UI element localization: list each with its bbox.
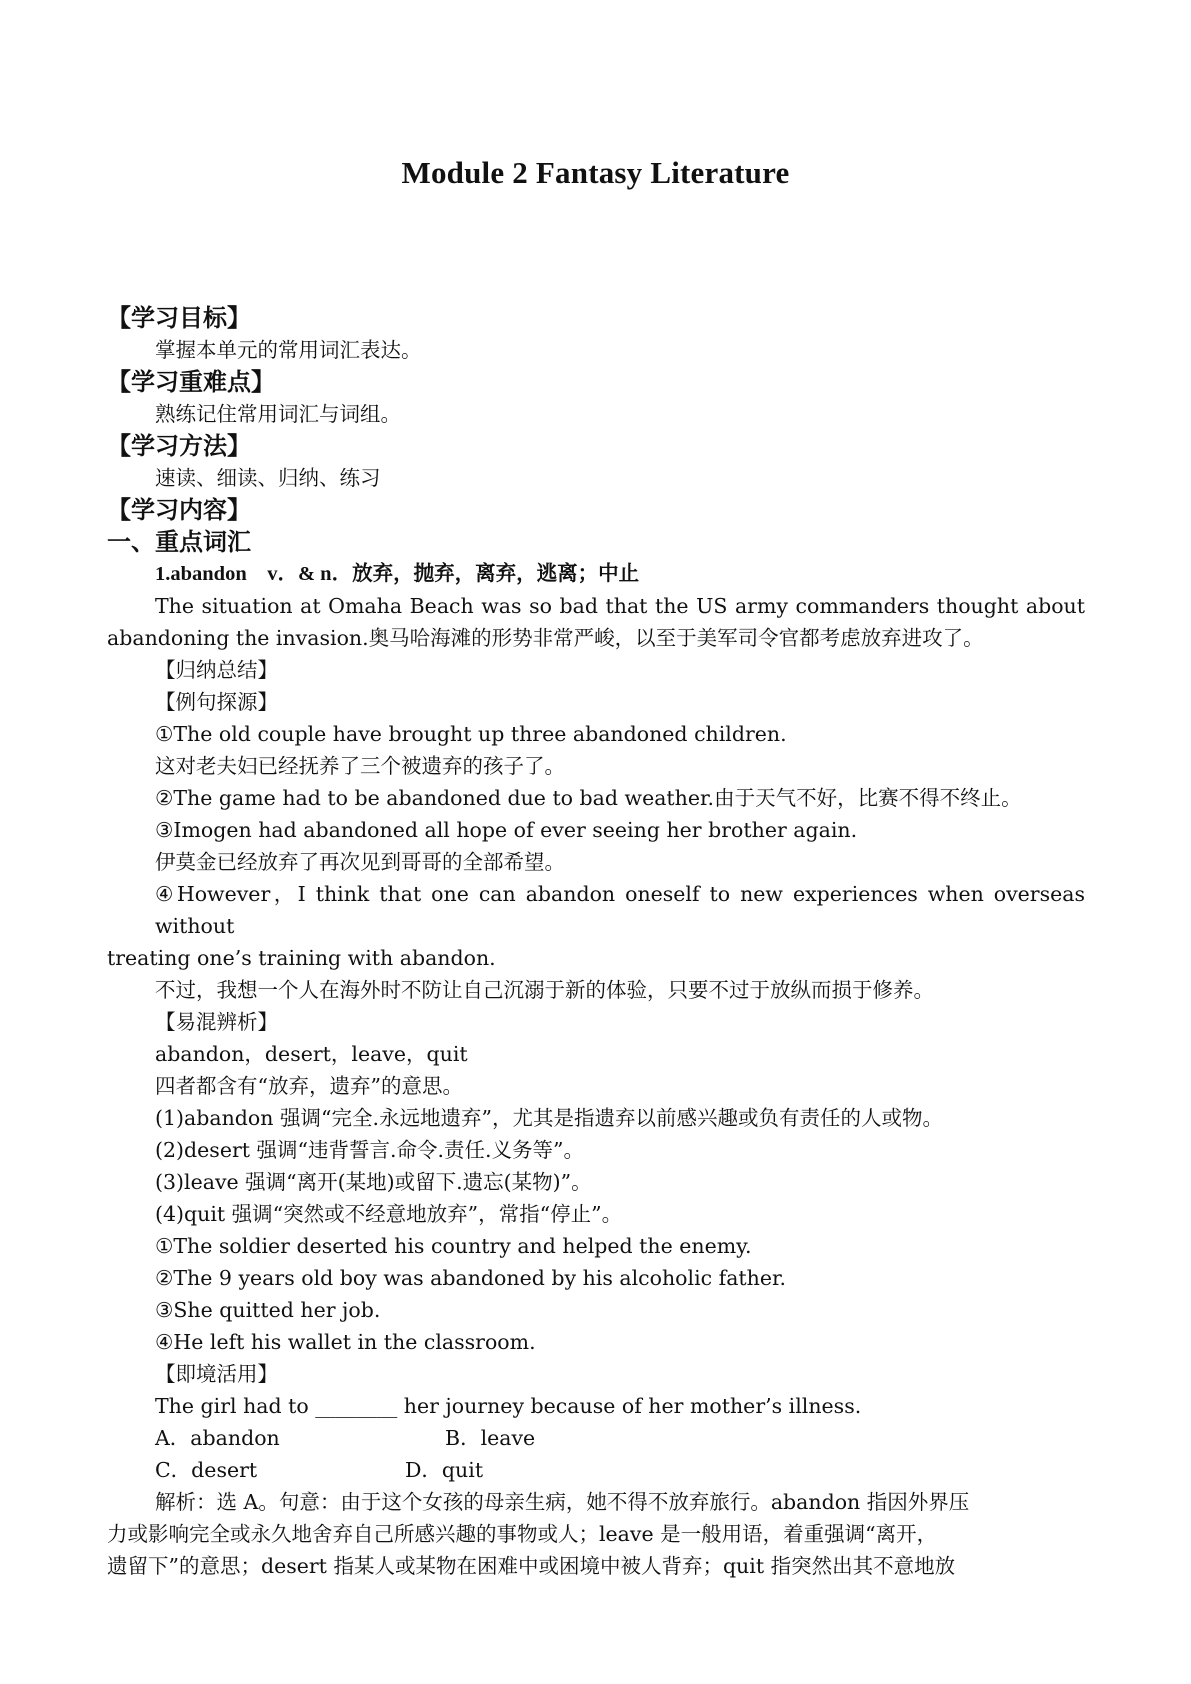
summary-label: 【归纳总结】: [155, 658, 278, 682]
section-heading-method: 【学习方法】: [107, 431, 251, 460]
practice-question: The girl had to ________ her journey because of her mother’s illness.: [155, 1394, 862, 1418]
key-text: 熟练记住常用词汇与词组。: [155, 402, 401, 426]
sentence-4: ④He left his wallet in the classroom.: [155, 1330, 536, 1354]
analysis-line-3: 遗留下”的意思；desert 指某人或某物在困难中或困境中被人背弃；quit 指突然出其不意地放: [107, 1554, 956, 1578]
sentence-2: ②The 9 years old boy was abandoned by his alcoholic father.: [155, 1266, 787, 1290]
analysis-line-2: 力或影响完全或永久地舍弃自己所感兴趣的事物或人；leave 是一般用语，着重强调“离开，: [107, 1522, 938, 1546]
confuse-item-1: (1)abandon 强调“完全.永远地遗弃”，尤其是指遗弃以前感兴趣或负有责任的人或物。: [155, 1106, 943, 1130]
example-line-1: The situation at Omaha Beach was so bad that the US army commanders thought about: [155, 594, 1085, 618]
vocab-heading: 一、重点词汇: [107, 527, 251, 556]
headword-abandon: 1.abandon v．& n．放弃，抛弃，离弃，逃离；中止: [155, 563, 640, 585]
option-a: A．abandon: [155, 1426, 280, 1450]
confuse-label: 【易混辨析】: [155, 1010, 278, 1034]
option-b: B．leave: [445, 1426, 536, 1450]
confuse-item-4: (4)quit 强调“突然或不经意地放弃”，常指“停止”。: [155, 1202, 623, 1226]
confuse-words: abandon，desert，leave，quit: [155, 1042, 468, 1066]
confuse-intro: 四者都含有“放弃，遗弃”的意思。: [155, 1074, 463, 1098]
example-1-cn: 这对老夫妇已经抚养了三个被遗弃的孩子了。: [155, 754, 565, 778]
option-d: D．quit: [405, 1458, 484, 1482]
page-title: Module 2 Fantasy Literature: [401, 155, 790, 190]
example-4-line-1: ④However，I think that one can abandon oneself to new experiences when overseas without: [155, 882, 1085, 938]
section-heading-key: 【学习重难点】: [107, 367, 275, 396]
options-row-2: [107, 1454, 1085, 1486]
sentence-3: ③She quitted her job.: [155, 1298, 381, 1322]
document-body: [107, 302, 1085, 1582]
example-4-line-2: treating one’s training with abandon.: [107, 946, 496, 970]
example-4-cn: 不过，我想一个人在海外时不防让自己沉溺于新的体验，只要不过于放纵而损于修养。: [155, 978, 934, 1002]
confuse-item-3: (3)leave 强调“离开(某地)或留下.遗忘(某物)”。: [155, 1170, 592, 1194]
analysis-line-1: 解析：选 A。句意：由于这个女孩的母亲生病，她不得不放弃旅行。abandon 指因外界压: [155, 1490, 970, 1514]
sentence-1: ①The soldier deserted his country and helped the enemy.: [155, 1234, 752, 1258]
example-3-cn: 伊莫金已经放弃了再次见到哥哥的全部希望。: [155, 850, 565, 874]
section-heading-goal: 【学习目标】: [107, 303, 251, 332]
goal-text: 掌握本单元的常用词汇表达。: [155, 338, 422, 362]
example-3-en: ③Imogen had abandoned all hope of ever seeing her brother again.: [155, 818, 858, 842]
example-1-en: ①The old couple have brought up three abandoned children.: [155, 722, 787, 746]
options-row-1: [107, 1422, 1085, 1454]
section-heading-content: 【学习内容】: [107, 495, 251, 524]
example-2: ②The game had to be abandoned due to bad weather.由于天气不好，比赛不得不终止。: [155, 786, 1022, 810]
option-c: C．desert: [155, 1458, 258, 1482]
confuse-item-2: (2)desert 强调“违背誓言.命令.责任.义务等”。: [155, 1138, 585, 1162]
example-line-2: abandoning the invasion.奥马哈海滩的形势非常严峻，以至于美军司令官都考虑放弃进攻了。: [107, 626, 984, 650]
source-label: 【例句探源】: [155, 690, 278, 714]
practice-label: 【即境活用】: [155, 1362, 278, 1386]
method-text: 速读、细读、归纳、练习: [155, 466, 381, 490]
